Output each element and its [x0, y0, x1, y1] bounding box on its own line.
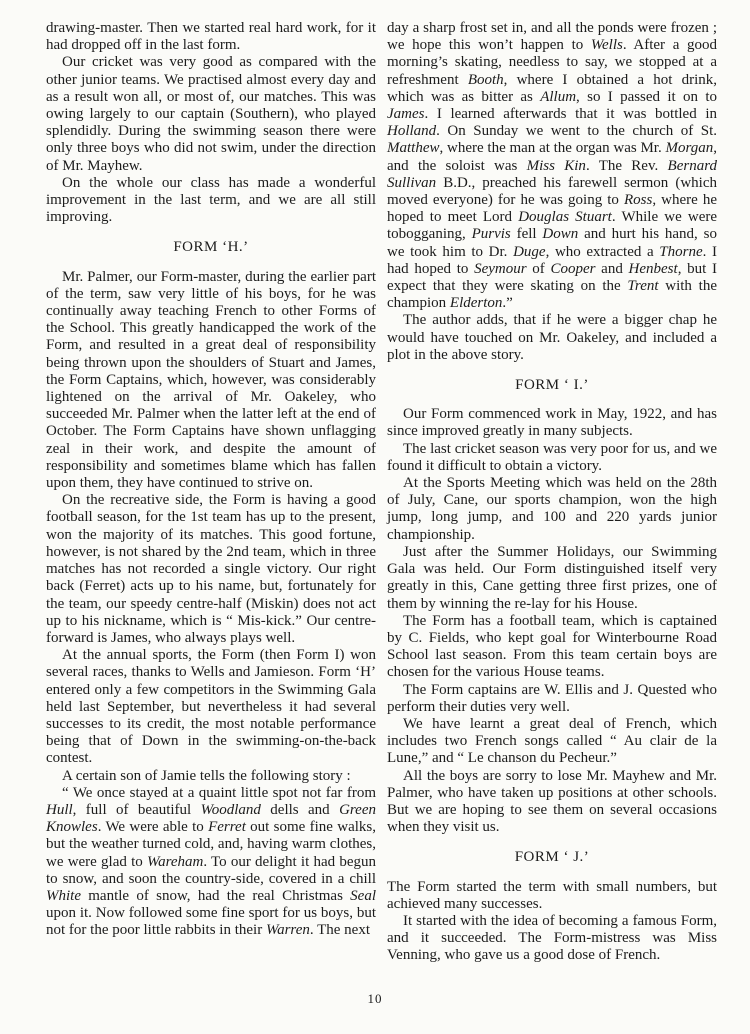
paragraph-author-note: The author adds, that if he were a bigger chap he would have touched on Mr. Oakeley, and included a plot in the above story.	[387, 312, 717, 363]
story-pun: Henbest	[628, 260, 678, 277]
story-pun: Green Knowles	[46, 801, 376, 836]
story-text: , but I expect that they were skating on the	[387, 260, 717, 295]
story-pun: Down	[542, 226, 579, 243]
story-pun: Miss Kin	[526, 157, 586, 174]
left-column	[46, 20, 376, 940]
story-text: . I learned afterwards that it was bottled in	[424, 106, 717, 123]
story-pun: Holland	[387, 123, 437, 140]
story-text: B.D., preached his farewell sermon (which moved everyone) for he was going to	[387, 174, 717, 209]
story-text: . We were able to	[97, 819, 209, 836]
paragraph-form-i-sports: At the Sports Meeting which was held on the 28th of July, Cane, our sports champion, won the high jump, long jump, and 100 and 220 yards junior championship.	[387, 475, 717, 543]
right-column	[387, 20, 717, 965]
paragraph-annual-sports: At the annual sports, the Form (then Form I) won several races, thanks to Wells and Jamieson. Form ‘H’ entered only a few competitors in the Swimming Gala held last September, but nevertheless it had several successes to its credit, the most notable performance being that of Down in the swimming-on-the-back contest.	[46, 647, 376, 767]
paragraph-improvement: On the whole our class has made a wonderful improvement in the last term, and we are all still improving.	[46, 174, 376, 226]
heading-form-j: FORM ‘ J.’	[514, 849, 590, 866]
story-text: and hurt his hand, so we took him to Dr.	[387, 226, 717, 260]
story-text: , and the soloist was	[387, 140, 717, 174]
paragraph-story-part-2	[387, 20, 717, 312]
paragraph-form-i-start: Our Form commenced work in May, 1922, and has since improved greatly in many subjects.	[387, 406, 717, 440]
story-pun: Douglas Stuart	[518, 209, 612, 226]
story-pun: Bernard Sullivan	[387, 157, 717, 191]
story-pun: Ferret	[208, 819, 246, 836]
paragraph-story-intro: A certain son of Jamie tells the following story :	[62, 767, 351, 784]
paragraph-form-i-farewell: All the boys are sorry to lose Mr. Mayhew and Mr. Palmer, who have taken up positions at other schools. But we are hoping to see them on several occasions when they visit us.	[387, 767, 717, 836]
story-text: day a sharp frost set in, and all the ponds were frozen ; we hope this won’t happen to	[387, 20, 717, 54]
paragraph-form-i-french: We have learnt a great deal of French, which includes two French songs called “ Au clair de la Lune,” and “ Le chanson du Pecheur.”	[387, 715, 717, 767]
story-text: , where the man at the organ was Mr.	[439, 140, 666, 157]
story-text: . While we were tobogganing,	[387, 209, 718, 243]
story-pun: White	[46, 887, 81, 904]
story-text: . On Sunday we went to the church of St.	[436, 123, 717, 140]
story-pun: Morgan	[665, 140, 714, 157]
story-text: , where I obtained a hot drink, which was as bitter as	[387, 71, 717, 105]
story-text: out some fine walks, but the weather turned cold, and, having warm clothes, we were glad to	[46, 819, 376, 870]
story-pun: Purvis	[471, 226, 511, 243]
story-text: mantle of snow, had the real Christmas	[81, 887, 351, 904]
page-number: 10	[367, 991, 383, 1006]
story-pun: Allum	[540, 88, 577, 105]
heading-form-h: FORM ‘H.’	[173, 239, 249, 256]
story-text: , so I passed it on to	[576, 88, 717, 105]
story-text: and	[595, 260, 629, 277]
story-pun: James	[387, 106, 425, 123]
story-pun: Duge	[513, 243, 546, 260]
story-pun: Seymour	[474, 260, 527, 277]
story-text: upon it. Now followed some fine sport for us boys, but not for the poor little rabbits in their	[46, 905, 376, 939]
story-text: . The Rev.	[585, 157, 668, 174]
story-text: . After a good morning’s skating, needless to say, we stopped at a refreshment	[387, 37, 717, 88]
story-pun: Ross	[623, 192, 653, 209]
story-text: dells and	[260, 801, 340, 818]
story-text: fell	[510, 226, 543, 243]
story-text: of	[526, 260, 551, 277]
paragraph-form-j-mistress: It started with the idea of becoming a famous Form, and it succeeded. The Form-mistress was Miss Venning, who gave us a good dose of French.	[387, 912, 717, 964]
story-pun: Matthew	[387, 140, 440, 157]
paragraph-form-i-captains: The Form captains are W. Ellis and J. Quested who perform their duties very well.	[387, 681, 717, 715]
story-pun: Trent	[627, 278, 659, 295]
story-text: , who extracted a	[545, 243, 660, 260]
paragraph-form-i-cricket: The last cricket season was very poor for us, and we found it difficult to obtain a victory.	[387, 440, 717, 474]
story-text: . The next	[309, 922, 370, 939]
story-text: . To our delight it had begun to snow, and soon the country-side, covered in a chill	[46, 853, 376, 887]
paragraph-form-j-start: The Form started the term with small numbers, but achieved many successes.	[387, 878, 717, 912]
story-pun: Warren	[265, 922, 310, 939]
paragraph-football: On the recreative side, the Form is having a good football season, for the 1st team has up to the present, won the majority of its matches. This good fortune, however, is not shared by the 2nd team, which in three matches has not recorded a single victory. Our right back (Ferret) acts up to his name, but, fortunately for the team, our speedy centre-half (Miskin) does not act up to his nickname, which is “ Mis-kick.” Our centre-forward is James, who always plays well.	[46, 492, 376, 646]
story-text: . I had hoped to	[387, 243, 717, 277]
story-pun: Booth	[467, 71, 504, 88]
story-pun: Wells	[590, 37, 623, 54]
story-text: .”	[502, 295, 513, 312]
story-pun: Thorne	[659, 243, 703, 260]
paragraph-intro: drawing-master. Then we started real hard work, for it had dropped off in the last form.	[46, 20, 376, 54]
paragraph-form-i-swimming: Just after the Summer Holidays, our Swimming Gala was held. Our Form distinguished itself very greatly in this, Cane getting three first prizes, one of them by winning the re-lay for his House.	[387, 543, 717, 612]
story-pun: Hull	[46, 801, 73, 818]
story-text: “ We once stayed at a quaint little spot not far from	[62, 784, 376, 801]
paragraph-form-i-football: The Form has a football team, which is captained by C. Fields, who kept goal for Winterbourne Road School last season. From this team certain boys are chosen for the various House teams.	[387, 612, 717, 681]
story-pun: Cooper	[550, 260, 596, 277]
paragraph-cricket: Our cricket was very good as compared with the other junior teams. We practised almost every day and as a result won all, or most of, our matches. This was owing largely to our captain (Southern), who played splendidly. During the swimming season there were only three boys who did not swim, under the direction of Mr. Mayhew.	[46, 54, 376, 174]
story-pun: Elderton	[449, 295, 503, 312]
story-pun: Wareham	[146, 853, 204, 870]
heading-form-i: FORM ‘ I.’	[515, 377, 589, 394]
story-text: , full of beautiful	[72, 801, 201, 818]
paragraph-story-part-1	[46, 785, 376, 940]
story-pun: Seal	[350, 887, 376, 904]
story-pun: Woodland	[200, 801, 261, 818]
story-text: with the champion	[387, 278, 717, 312]
paragraph-form-master: Mr. Palmer, our Form-master, during the earlier part of the term, saw very little of his boys, for he was continually away teaching French to other Forms of the School. This greatly handicapped the work of the Form, and resulted in a great deal of responsibility being thrown upon the shoulders of Stuart and James, the Form Captains, which, however, was considerably lightened on the arrival of Mr. Oakeley, who succeeded Mr. Palmer when the latter left at the end of October. The Form Captains have shown unflagging zeal in their work, and despite the amount of responsibility and sometimes blame which has fallen upon them, they have continued to strive on.	[46, 268, 376, 492]
story-text: , where he hoped to meet Lord	[387, 192, 717, 226]
